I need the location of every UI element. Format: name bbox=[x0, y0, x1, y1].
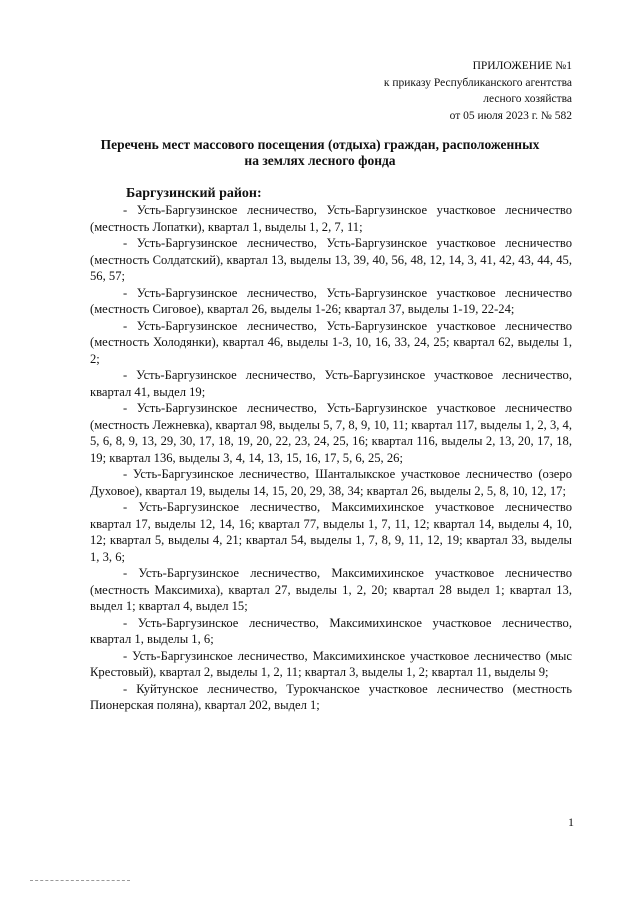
appendix-date-line: от 05 июля 2023 г. № 582 bbox=[449, 109, 572, 122]
list-item: - Усть-Баргузинское лесничество, Максимихинское участковое лесничество (мыс Крестовый), квартал 2, выделы 1, 2, 11; квартал 3, выделы 1, 2; квартал 11, выделы 9; bbox=[90, 648, 572, 679]
appendix-agency-line: лесного хозяйства bbox=[483, 93, 572, 105]
list-item: - Усть-Баргузинское лесничество, Усть-Баргузинское участковое лесничество (местность Солдатский), квартал 13, выделы 13, 39, 40, 56, 48, 12, 14, 3, 41, 42, 43, 44, 45, 56, 57; bbox=[90, 236, 572, 283]
entries-list bbox=[90, 202, 572, 714]
list-item: - Усть-Баргузинское лесничество, Усть-Баргузинское участковое лесничество (местность Лопатки), квартал 1, выделы 1, 2, 7, 11; bbox=[90, 203, 572, 234]
list-item: - Куйтунское лесничество, Турокчанское участковое лесничество (местность Пионерская поляна), квартал 202, выдел 1; bbox=[90, 681, 572, 712]
list-item: - Усть-Баргузинское лесничество, Шанталыкское участковое лесничество (озеро Духовое), квартал 19, выделы 14, 15, 20, 29, 38, 34; квартал 26, выделы 2, 5, 8, 10, 12, 17; bbox=[90, 467, 572, 498]
list-item: - Усть-Баргузинское лесничество, Максимихинское участковое лесничество квартал 17, выделы 12, 14, 16; квартал 77, выделы 1, 7, 11, 12; квартал 14, выделы 4, 10, 12; квартал 5, выделы 4, 21; квартал 54, выделы 1, 7, 8, 9, 11, 12, 19; квартал 33, выделы 1, 3, 6; bbox=[90, 500, 572, 564]
list-item: - Усть-Баргузинское лесничество, Усть-Баргузинское участковое лесничество (местность Сиговое), квартал 26, выделы 1-26; квартал 37, выделы 1-19, 22-24; bbox=[90, 285, 572, 316]
appendix-label: ПРИЛОЖЕНИЕ №1 bbox=[472, 60, 572, 72]
list-item: - Усть-Баргузинское лесничество, Усть-Баргузинское участковое лесничество, квартал 41, выдел 19; bbox=[90, 368, 572, 399]
list-item: - Усть-Баргузинское лесничество, Усть-Баргузинское участковое лесничество (местность Лежневка), квартал 98, выделы 5, 7, 8, 9, 10, 11; квартал 117, выделы 1, 2, 3, 4, 5, 6, 8, 9, 13, 29, 30, 17, 18, 19, 20, 22, 23, 24, 25, 16; квартал 116, выделы 2, 13, 20, 17, 18, 19; квартал 136, выделы 3, 4, 14, 13, 15, 16, 17, 5, 6, 25, 26; bbox=[90, 401, 572, 465]
list-item: - Усть-Баргузинское лесничество, Максимихинское участковое лесничество (местность Максимиха), квартал 27, выделы 1, 2, 20; квартал 28 выдел 1; квартал 13, выдел 1; квартал 4, выдел 15; bbox=[90, 566, 572, 613]
page-number: 1 bbox=[568, 815, 574, 829]
appendix-order-line: к приказу Республиканского агентства bbox=[383, 76, 572, 89]
document-title bbox=[80, 137, 560, 169]
district-heading: Баргузинский район: bbox=[126, 186, 262, 201]
list-item: - Усть-Баргузинское лесничество, Максимихинское участковое лесничество, квартал 1, выделы 1, 6; bbox=[90, 615, 572, 646]
list-item: - Усть-Баргузинское лесничество, Усть-Баргузинское участковое лесничество (местность Холодянки), квартал 46, выделы 1-3, 10, 16, 33, 24, 25; квартал 62, выделы 1, 2; bbox=[90, 318, 572, 366]
title-line-1: Перечень мест массового посещения (отдыха) граждан, расположенных bbox=[100, 137, 540, 152]
appendix-header bbox=[312, 58, 572, 124]
title-line-2: на землях лесного фонда bbox=[244, 153, 396, 168]
footer-divider bbox=[30, 880, 130, 881]
